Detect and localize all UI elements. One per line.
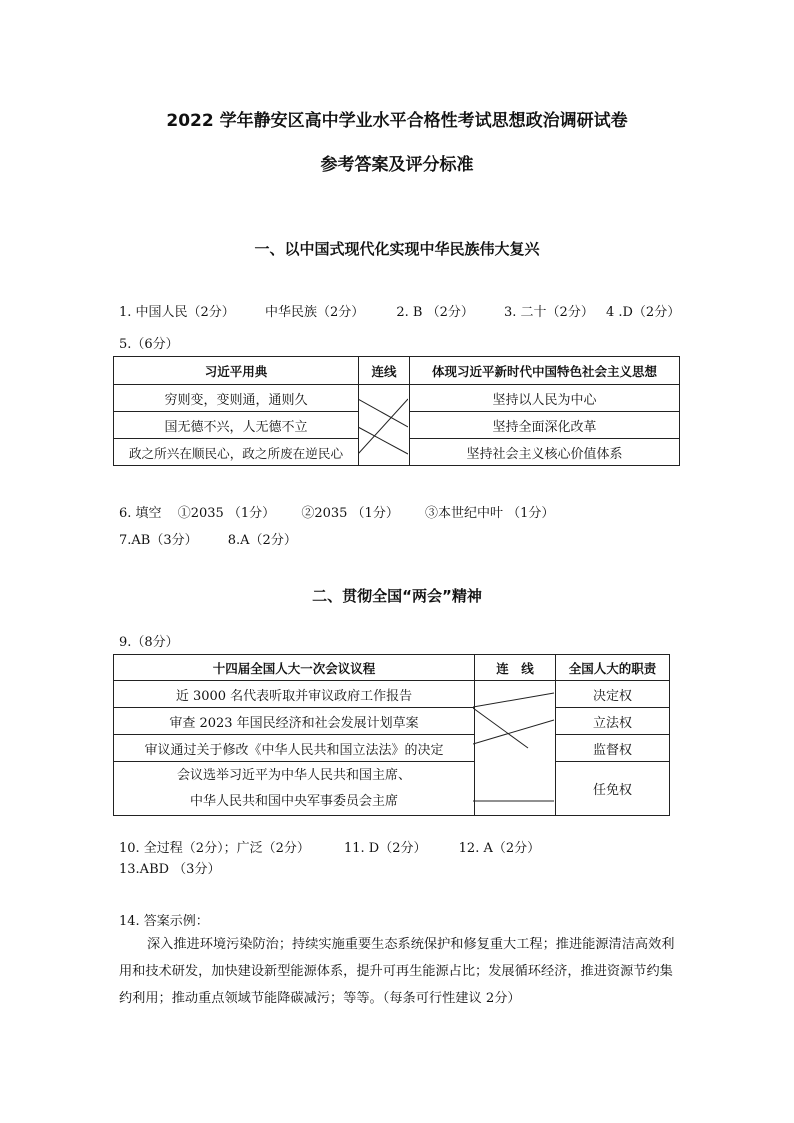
document-subtitle: 参考答案及评分标准 [320,155,474,175]
q5-right-1: 坚持以人民为中心 [410,385,680,412]
q9-right-1: 决定权 [556,681,670,708]
q14-answer-text: 深入推进环境污染防治；持续实施重要生态系统保护和修复重大工程；推进能源清洁高效利用和技术研发，加快建设新型能源体系，提升可再生能源占比；发展循环经济，推进资源节约集约利用；推动重点领域节能降碳减污；等等。（每条可行性建议 2分） [119,937,675,1006]
answer-q4: 4 .D（2分） [605,305,681,320]
q5-link-2 [358,427,408,454]
q9-link-3 [473,720,554,744]
q9-header-duty: 全国人大的职责 [556,655,670,681]
q9-left-4 [114,762,475,816]
answer-q13: 13.ABD （3分） [119,862,221,877]
section2-heading: 二、贯彻全国“两会”精神 [312,587,482,605]
answer-q3: 3. 二十（2分） [504,305,594,320]
q9-label: 9.（8分） [119,635,179,650]
q5-right-3: 坚持社会主义核心价值体系 [410,439,680,466]
q9-right-2: 立法权 [556,708,670,735]
q9-left-2: 审查 2023 年国民经济和社会发展计划草案 [114,708,475,735]
q6-blank-3: ③本世纪中叶 （1分） [424,506,555,521]
answer-q8: 8.A（2分） [227,533,297,548]
q9-link-1 [473,693,554,707]
q9-connection-lines [473,680,555,816]
q5-header-quote: 习近平用典 [114,357,359,385]
q5-left-2: 国无德不兴，人无德不立 [114,412,359,439]
answer-q7: 7.AB（3分） [119,533,198,548]
q5-connection-lines [358,385,408,467]
answer-q1: 1. 中国人民（2分） [119,305,235,320]
q9-right-4: 任免权 [556,762,670,816]
q5-header-thought: 体现习近平新时代中国特色社会主义思想 [410,357,680,385]
answer-q2: 2. B （2分） [396,305,474,320]
q14-label: 14. 答案示例： [119,914,209,929]
q6-label: 6. 填空 [119,506,162,521]
q6-blank-2: ②2035 （1分） [301,506,399,521]
answers-q1-q4 [119,301,680,320]
answers-q7-q8 [119,529,297,548]
q9-left-4-line1: 会议选举习近平为中华人民共和国主席、 [176,767,411,783]
q5-link-3 [358,399,408,454]
answer-q12: 12. A（2分） [458,841,541,856]
answer-q11: 11. D（2分） [344,841,427,856]
q5-right-2: 坚持全面深化改革 [410,412,680,439]
document-title: 2022 学年静安区高中学业水平合格性考试思想政治调研试卷 [166,111,628,131]
answers-q6 [119,502,554,521]
q9-header-agenda: 十四届全国人大一次会议议程 [114,655,475,681]
q5-header-connect: 连线 [359,357,410,385]
q9-left-4-line2: 中华人民共和国中央军事委员会主席 [189,793,398,809]
q5-label: 5.（6分） [119,337,179,352]
q9-header-connect: 连 线 [475,655,556,681]
q9-right-3: 监督权 [556,735,670,762]
q9-left-3: 审议通过关于修改《中华人民共和国立法法》的决定 [114,735,475,762]
q9-table [113,654,670,816]
answers-q10-q12 [119,837,540,856]
q5-left-3: 政之所兴在顺民心，政之所废在逆民心 [114,439,359,466]
answer-q10: 10. 全过程（2分）；广泛（2分） [119,841,310,856]
q9-left-1: 近 3000 名代表听取并审议政府工作报告 [114,681,475,708]
q6-blank-1: ①2035 （1分） [177,506,276,521]
q5-left-1: 穷则变，变则通，通则久 [114,385,359,412]
q5-link-1 [358,399,408,427]
answer-q1-second: 中华民族（2分） [264,305,365,320]
section1-heading: 一、以中国式现代化实现中华民族伟大复兴 [254,240,540,258]
